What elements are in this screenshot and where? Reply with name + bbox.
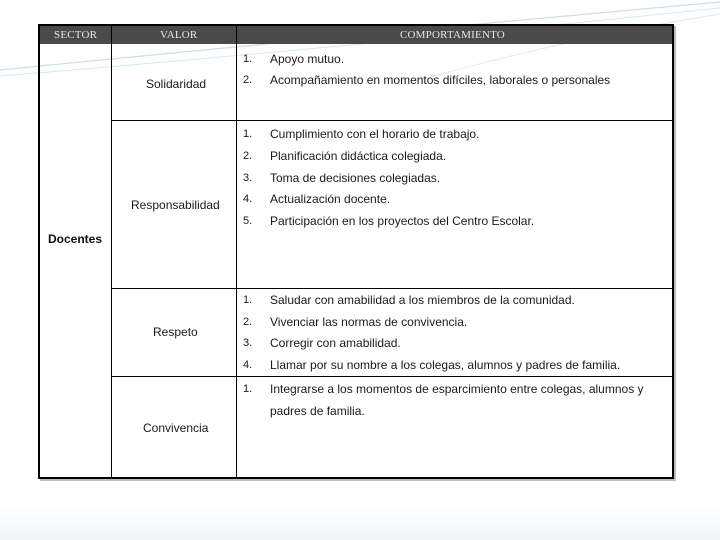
item-number: 4. [243,359,253,371]
divider-value-behavior [236,26,237,477]
behavior-item: Actualización docente. [270,192,391,206]
item-number: 5. [243,215,253,227]
behavior-item: Apoyo mutuo. [270,52,345,66]
behavior-item: Saludar con amabilidad a los miembros de la comunidad. [270,293,575,307]
item-number: 2. [243,316,253,328]
item-number: 1. [243,383,253,395]
item-number: 2. [243,150,253,162]
behavior-item: Acompañamiento en momentos difíciles, laborales o personales [270,73,611,87]
sector-name: Docentes [48,232,103,246]
value-name: Respeto [153,325,198,339]
row-divider [112,376,672,377]
divider-sector-value [111,26,112,477]
behavior-item: Planificación didáctica colegiada. [270,149,447,163]
header-value: VALOR [160,29,198,41]
behavior-item: Llamar por su nombre a los colegas, alumnos y padres de familia. [270,358,621,372]
item-number: 1. [243,53,253,65]
behavior-item: Integrarse a los momentos de esparcimiento entre colegas, alumnos y [270,382,644,396]
header-behavior: COMPORTAMIENTO [400,29,505,41]
value-name: Convivencia [143,421,209,435]
table-header-bar [40,26,672,44]
item-number: 3. [243,337,253,349]
behavior-item-continuation: padres de familia. [270,404,365,418]
item-number: 3. [243,172,253,184]
value-name: Responsabilidad [131,198,220,212]
decorative-bottom-band [0,506,720,540]
item-number: 1. [243,294,253,306]
header-sector: SECTOR [54,29,98,41]
behavior-item: Vivenciar las normas de convivencia. [270,315,468,329]
value-name: Solidaridad [146,77,207,91]
row-divider [112,120,672,121]
item-number: 1. [243,128,253,140]
item-number: 2. [243,74,253,86]
item-number: 4. [243,193,253,205]
behavior-item: Cumplimiento con el horario de trabajo. [270,127,480,141]
row-divider [112,288,672,289]
behavior-item: Corregir con amabilidad. [270,336,401,350]
behavior-item: Participación en los proyectos del Centro Escolar. [270,214,535,228]
behavior-item: Toma de decisiones colegiadas. [270,171,441,185]
